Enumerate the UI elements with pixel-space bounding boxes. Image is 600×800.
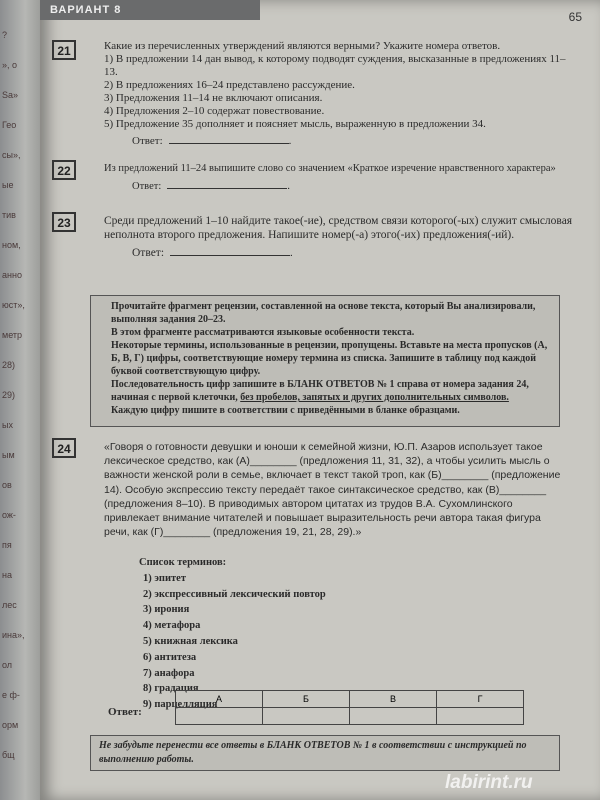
instruction-read: Прочитайте фрагмент рецензии, составленной на основе текста, который Вы анализировали, выполняя задания 20–23. xyxy=(111,301,536,325)
option-3: 3) Предложения 11–14 не включают описания. xyxy=(104,92,323,104)
variant-header: ВАРИАНТ 8 xyxy=(40,0,260,20)
question-23-number: 23 xyxy=(52,212,76,232)
left-page-fragment: ол xyxy=(2,660,13,670)
left-page-fragment: ? xyxy=(2,30,8,40)
question-22-number: 22 xyxy=(52,160,76,180)
adjacent-page-edge xyxy=(0,0,42,800)
term-3: 3) ирония xyxy=(143,604,190,616)
question-24-text: «Говоря о готовности девушки и юноши к семейной жизни, Ю.П. Азаров использует такое лексическое средство, как (А)________ (предложения 11, 31, 32), а чтобы усилить мысль о важности женской роли в семье, включает в текст такой троп, как (Б)________ (предложение 14). Особую экспрессию тексту передаёт такое синтаксическое средство, как (В)________ (предложения 8–10). В приводимых автором цитатах из трудов В.А. Сухомлинского привлекает внимание читателей и повышает выразительность речи автора такая фигура речи, как (Г)________ (предложения 19, 21, 28, 29).» xyxy=(104,441,561,539)
left-page-fragment: 28) xyxy=(2,360,16,370)
left-page-fragment: ых xyxy=(2,420,13,430)
answer-table-24 xyxy=(175,690,524,725)
question-21-number: 21 xyxy=(52,40,76,60)
question-23-text: Среди предложений 1–10 найдите такое(-ие), средством связи которого(-ых) служит смысловая неполнота второго предложения. Напишите номер(-а) этого(-их) предложения(-ий). xyxy=(104,215,573,241)
answer-label-24: Ответ: xyxy=(108,706,142,718)
question-21-text: Какие из перечисленных утверждений являются верными? Укажите номера ответов. xyxy=(104,40,501,52)
left-page-fragment: ном, xyxy=(2,240,21,250)
instructions-box xyxy=(90,295,560,427)
left-page-fragment: Гео xyxy=(2,120,17,130)
answer-cell-a[interactable] xyxy=(176,708,263,725)
term-6: 6) антитеза xyxy=(143,651,197,663)
answer-cell-b[interactable] xyxy=(263,708,350,725)
column-a-header: А xyxy=(176,691,263,708)
answer-line-21 xyxy=(169,134,289,144)
option-5: 5) Предложение 35 дополняет и поясняет мысль, выраженную в предложении 34. xyxy=(104,118,486,130)
left-page-fragment: ов xyxy=(2,480,12,490)
left-page-fragment: ож- xyxy=(2,510,16,520)
term-9: 9) парцелляция xyxy=(143,699,218,711)
instruction-sequence: Последовательность цифр запишите в БЛАНК ОТВЕТОВ № 1 справа от номера задания 24, начиная с первой клеточки, xyxy=(111,379,529,403)
term-8: 8) градация xyxy=(143,683,199,695)
left-page-fragment: ым xyxy=(2,450,15,460)
left-page-fragment: ые xyxy=(2,180,14,190)
left-page-fragment: », о xyxy=(2,60,18,70)
question-21: Какие из перечисленных утверждений являются верными? Укажите номера ответов. 1) В предложении 14 дан вывод, к которому подводят суждения, высказанные в предложениях 11–13. 2) В предложениях 16–24 представлено рассуждение. 3) Предложения 11–14 не включают описания. 4) Предложения 2–10 содержат повествование. 5) Предложение 35 дополняет и поясняет мысль, выраженную в предложении 34. Ответ: . xyxy=(104,40,574,148)
question-22-text: Из предложений 11–24 выпишите слово со значением «Краткое изречение нравственного характера» xyxy=(104,163,556,174)
answer-label-22: Ответ: xyxy=(132,181,162,192)
term-4: 4) метафора xyxy=(143,620,201,632)
option-2: 2) В предложениях 16–24 представлено рассуждение. xyxy=(104,79,355,91)
left-page-fragment: лес xyxy=(2,600,17,610)
left-page-fragment: 29) xyxy=(2,390,16,400)
instruction-fragment: В этом фрагменте рассматриваются языковые особенности текста. xyxy=(111,327,415,338)
answer-cell-v[interactable] xyxy=(350,708,437,725)
question-24-number: 24 xyxy=(52,438,76,458)
footer-note: Не забудьте перенести все ответы в БЛАНК ОТВЕТОВ № 1 в соответствии с инструкцией по выполнению работы. xyxy=(90,735,560,771)
instruction-digits: Каждую цифру пишите в соответствии с приведёнными в бланке образцами. xyxy=(111,405,460,416)
term-1: 1) эпитет xyxy=(143,572,186,584)
answer-line-22 xyxy=(167,179,287,189)
option-1: 1) В предложении 14 дан вывод, к которому подводят суждения, высказанные в предложениях 11–13. xyxy=(104,53,566,78)
column-g-header: Г xyxy=(437,691,524,708)
left-page-fragment: ина», xyxy=(2,630,25,640)
left-page-fragment: Sa» xyxy=(2,90,19,100)
terms-title: Список терминов: xyxy=(139,557,227,568)
left-page-fragment: орм xyxy=(2,720,19,730)
left-page-fragment: бщ xyxy=(2,750,15,760)
left-page-fragment: тив xyxy=(2,210,16,220)
left-page-fragment: е ф- xyxy=(2,690,20,700)
answer-label-21: Ответ: xyxy=(132,135,163,147)
term-7: 7) анафора xyxy=(143,667,195,679)
question-23: Среди предложений 1–10 найдите такое(-ие), средством связи которого(-ых) служит смысловая неполнота второго предложения. Напишите номер(-а) этого(-их) предложения(-ий). Ответ: . xyxy=(104,215,573,259)
column-b-header: Б xyxy=(263,691,350,708)
document-page xyxy=(40,0,600,800)
left-page-fragment: метр xyxy=(2,330,23,340)
instruction-terms: Некоторые термины, использованные в рецензии, пропущены. Вставьте на места пропусков (А, Б, В, Г) цифры, соответствующие номеру термина из списка. Запишите в таблицу под каждой буквой соответствующую цифру. xyxy=(111,340,548,377)
left-page-fragment: юст», xyxy=(2,300,25,310)
left-page-fragment: на xyxy=(2,570,12,580)
watermark: labirint.ru xyxy=(445,772,533,793)
option-4: 4) Предложения 2–10 содержат повествование. xyxy=(104,105,325,117)
left-page-fragment: анно xyxy=(2,270,22,280)
answer-line-23 xyxy=(170,246,290,256)
answer-label-23: Ответ: xyxy=(132,247,165,259)
instruction-sequence-underlined: без пробелов, запятых и других дополнительных символов. xyxy=(240,392,509,403)
answer-cell-g[interactable] xyxy=(437,708,524,725)
left-page-fragment: пя xyxy=(2,540,12,550)
column-v-header: В xyxy=(350,691,437,708)
term-5: 5) книжная лексика xyxy=(143,635,238,647)
question-22: Из предложений 11–24 выпишите слово со значением «Краткое изречение нравственного характера» Ответ: . xyxy=(104,162,574,193)
left-page-fragment: сы», xyxy=(2,150,21,160)
term-2: 2) экспрессивный лексический повтор xyxy=(143,588,326,600)
page-number: 65 xyxy=(568,10,582,24)
